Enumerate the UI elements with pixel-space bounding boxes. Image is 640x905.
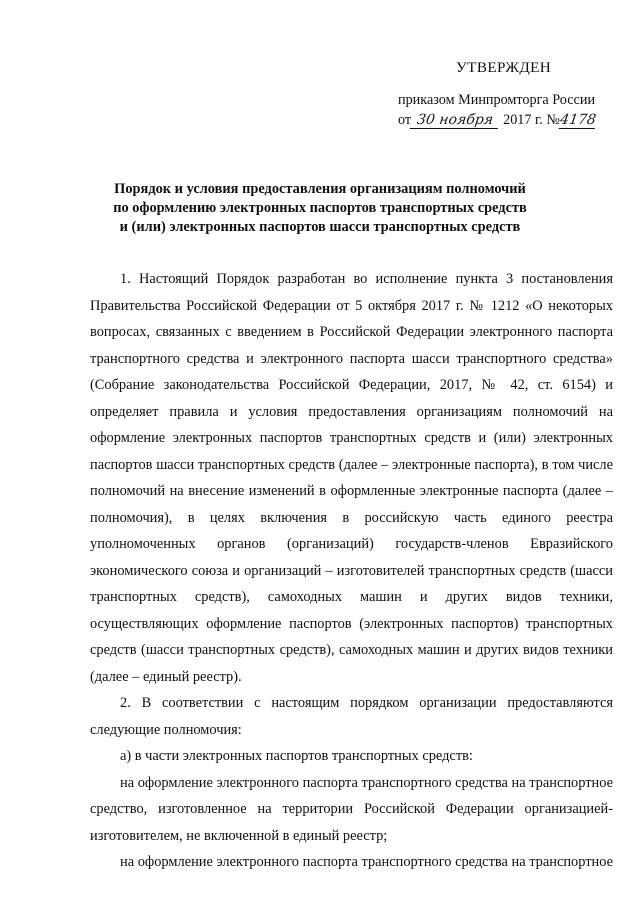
year-text: 2017 г. № [503,112,560,128]
title-line: Порядок и условия предоставления организациям полномочий [114,181,526,197]
document-body [90,266,613,876]
paragraph-2a-item-2: на оформление электронного паспорта транспортного средства на транспортное [120,854,613,870]
paragraph-2a: а) в части электронных паспортов транспортных средств: [120,748,473,764]
order-date-line [398,110,618,130]
paragraph-1: 1. Настоящий Порядок разработан во исполнение пункта 3 постановления Правительства Российской Федерации от 5 октября 2017 г. № 1212 «О некоторых вопросах, связанных с введением в Российской Федерации электронного паспорта транспортного средства и электронного паспорта шасси транспортного средства» (Собрание законодательства Российской Федерации, 2017, № 42, ст. 6154) и определяет правила и условия предоставления организациям полномочий на оформление электронных паспортов транспортных средств и (или) электронных паспортов шасси транспортных средств (далее – электронные паспорта), в том числе полномочий на внесение изменений в оформленные электронные паспорта (далее – полномочия), в целях включения в российскую часть единого реестра уполномоченных органов (организаций) государств-членов Евразийского экономического союза и организаций – изготовителей транспортных средств (шасси транспортных средств), самоходных машин и других видов техники, осуществляющих оформление паспортов (электронных паспортов) транспортных средств (шасси транспортных средств), самоходных машин и других видов техники (далее – единый реестр). [90,271,613,685]
handwritten-number: 4178 [559,112,597,128]
order-line: приказом Минпромторга России [398,92,596,108]
paragraph-2a-item-1: на оформление электронного паспорта транспортного средства на транспортное средство, изготовленное на территории Российской Федерации организацией-изготовителем, не включенной в единый реестр; [90,774,613,844]
from-prefix: от [398,112,412,128]
paragraph-2: 2. В соответствии с настоящим порядком организации предоставляются следующие полномочия: [90,695,613,738]
title-line: и (или) электронных паспортов шасси транспортных средств [119,219,521,235]
approval-stamp: УТВЕРЖДЕН [456,59,552,76]
title-line: по оформлению электронных паспортов транспортных средств [113,200,527,216]
document-title [80,180,560,237]
handwritten-date: 30 ноября [410,112,500,129]
approval-block [398,58,618,130]
